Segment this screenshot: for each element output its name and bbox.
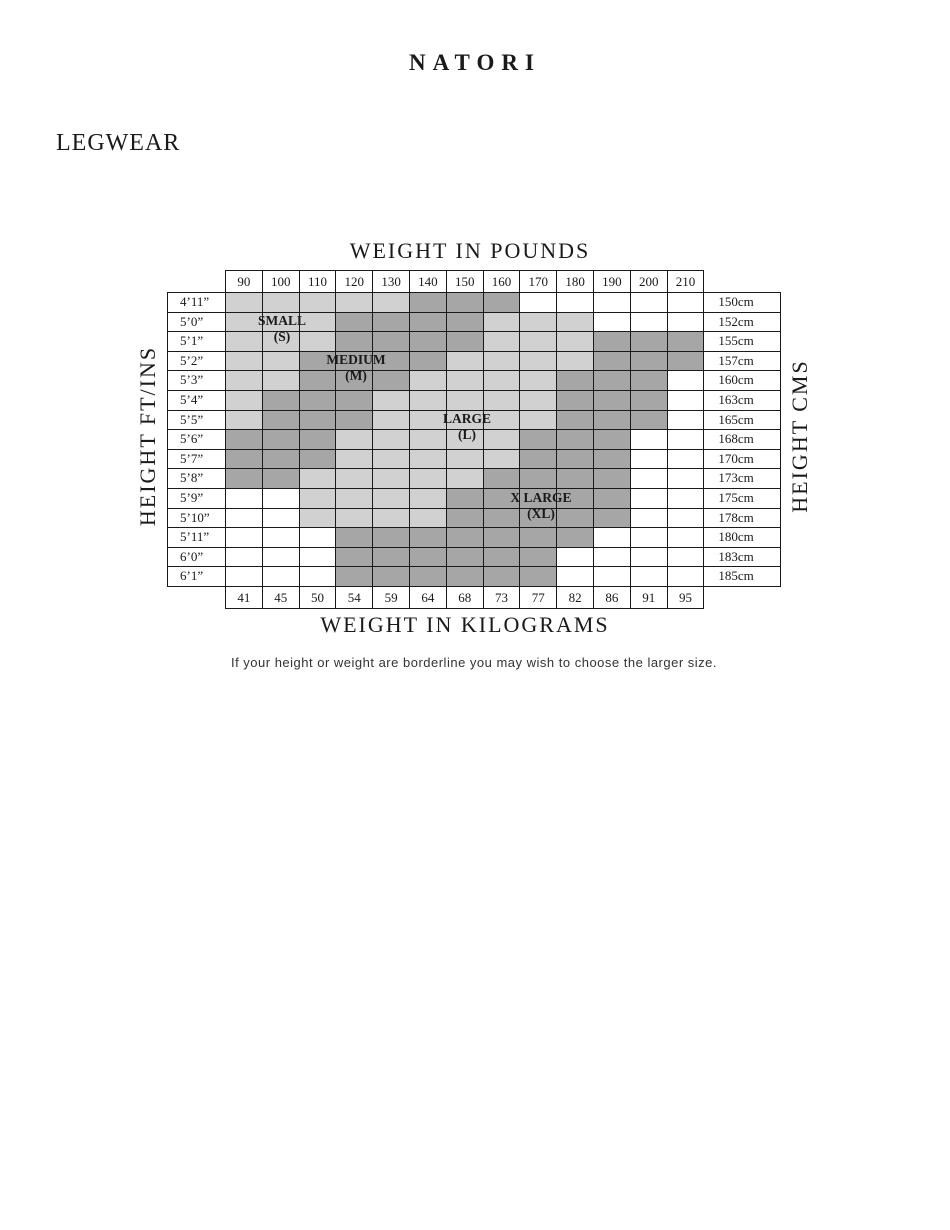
size-cell-xl [483,547,521,568]
size-cell-xl [630,410,668,431]
weight-kg-footer: 91 [630,586,668,609]
size-cell-m [446,331,484,352]
empty-cell [299,527,337,548]
size-cell-xl [335,527,373,548]
empty-cell [667,312,705,333]
size-cell-l [372,449,410,470]
size-name: X LARGE [510,490,572,505]
size-cell-xl [335,566,373,587]
empty-cell [262,488,300,509]
size-cell-m [299,429,337,450]
height-cm-label: 152cm [703,312,781,333]
size-cell-m [372,331,410,352]
size-cell-l [372,410,410,431]
size-cell-xl [593,370,631,391]
size-cell-xl [446,527,484,548]
size-abbr: (XL) [527,506,555,521]
size-cell-m [335,331,373,352]
size-cell-xl [593,508,631,529]
weight-pounds-header: 130 [372,270,410,293]
empty-cell [225,488,263,509]
size-cell-xl [483,468,521,489]
size-cell-s [299,292,337,313]
size-cell-l [335,488,373,509]
empty-cell [262,547,300,568]
size-cell-m [299,390,337,411]
size-cell-xl [335,547,373,568]
size-cell-xl [519,527,557,548]
empty-cell [630,312,668,333]
empty-cell [630,449,668,470]
size-cell-m [483,292,521,313]
size-cell-xl [519,566,557,587]
size-cell-m [335,410,373,431]
sizing-note: If your height or weight are borderline you may wish to choose the larger size. [230,655,718,670]
weight-pounds-header: 100 [262,270,300,293]
empty-cell [667,390,705,411]
size-cell-l [446,468,484,489]
empty-cell [262,566,300,587]
height-cm-label: 170cm [703,449,781,470]
size-cell-l [299,508,337,529]
size-cell-s [262,351,300,372]
empty-cell [667,449,705,470]
height-ft-label: 5’9” [167,488,226,509]
size-cell-m [299,410,337,431]
size-cell-s [225,351,263,372]
size-cell-l [446,390,484,411]
size-cell-xl [556,468,594,489]
weight-pounds-header: 190 [593,270,631,293]
empty-cell [667,468,705,489]
size-cell-m [446,292,484,313]
weight-pounds-header: 120 [335,270,373,293]
empty-cell [630,429,668,450]
weight-kg-footer: 50 [299,586,337,609]
size-cell-xl [556,410,594,431]
size-cell-xl [667,351,705,372]
size-cell-s [225,390,263,411]
size-cell-l [519,370,557,391]
empty-cell [593,292,631,313]
size-cell-xl [446,488,484,509]
size-cell-l [335,429,373,450]
size-cell-l [409,488,447,509]
height-cm-label: 175cm [703,488,781,509]
height-ft-label: 6’1” [167,566,226,587]
height-ft-label: 6’0” [167,547,226,568]
size-abbr: (L) [457,427,476,442]
size-cell-l [446,351,484,372]
size-cell-l [556,331,594,352]
height-cm-label: 180cm [703,527,781,548]
size-cell-xl [372,566,410,587]
empty-cell [556,292,594,313]
size-cell-m [225,449,263,470]
height-ft-label: 5’1” [167,331,226,352]
empty-cell [630,566,668,587]
size-cell-xl [446,547,484,568]
size-cell-s [225,292,263,313]
size-label-m [326,352,385,384]
size-cell-l [519,410,557,431]
height-cm-label: 150cm [703,292,781,313]
size-cell-m [409,331,447,352]
size-cell-xl [630,331,668,352]
size-cell-m [299,449,337,470]
size-cell-l [483,312,521,333]
size-cell-s [335,292,373,313]
empty-cell [299,547,337,568]
size-cell-l [409,429,447,450]
empty-cell [667,410,705,431]
size-cell-xl [593,488,631,509]
size-cell-l [409,390,447,411]
size-cell-xl [446,508,484,529]
size-cell-m [409,312,447,333]
size-cell-xl [409,527,447,548]
axis-title-weight-pounds: WEIGHT IN POUNDS [349,238,591,263]
size-name: LARGE [442,411,492,426]
height-cm-label: 160cm [703,370,781,391]
empty-cell [667,429,705,450]
size-cell-l [446,449,484,470]
axis-title-height-cm: HEIGHT CMS [787,359,812,513]
size-cell-m [409,292,447,313]
weight-kg-footer: 82 [556,586,594,609]
size-cell-s [372,292,410,313]
height-cm-label: 165cm [703,410,781,431]
axis-title-height-ft: HEIGHT FT/INS [135,345,160,527]
weight-kg-footer: 54 [335,586,373,609]
size-cell-m [262,468,300,489]
size-cell-xl [409,566,447,587]
size-cell-l [372,508,410,529]
size-cell-xl [593,429,631,450]
size-label-xl [510,490,571,522]
empty-cell [667,508,705,529]
weight-pounds-header: 90 [225,270,263,293]
height-ft-label: 5’0” [167,312,226,333]
size-cell-xl [483,566,521,587]
size-cell-m [262,390,300,411]
empty-cell [593,566,631,587]
size-cell-xl [556,527,594,548]
size-cell-l [299,488,337,509]
empty-cell [593,527,631,548]
size-cell-xl [667,331,705,352]
empty-cell [225,527,263,548]
weight-kg-footer: 73 [483,586,521,609]
height-cm-label: 178cm [703,508,781,529]
empty-cell [630,508,668,529]
height-ft-label: 5’2” [167,351,226,372]
size-cell-xl [483,527,521,548]
empty-cell [667,488,705,509]
weight-kg-footer: 64 [409,586,447,609]
empty-cell [667,566,705,587]
size-cell-l [483,351,521,372]
size-cell-xl [409,547,447,568]
height-ft-label: 5’3” [167,370,226,391]
empty-cell [225,508,263,529]
size-cell-l [519,390,557,411]
empty-cell [225,566,263,587]
size-label-l [443,411,491,443]
section-title: LEGWEAR [56,130,181,156]
size-cell-l [409,508,447,529]
size-cell-xl [630,390,668,411]
size-cell-xl [593,331,631,352]
size-cell-l [556,312,594,333]
weight-kg-footer: 68 [446,586,484,609]
size-cell-m [372,312,410,333]
size-cell-xl [556,449,594,470]
size-cell-l [483,390,521,411]
size-cell-m [409,351,447,372]
size-cell-xl [372,527,410,548]
size-cell-m [262,449,300,470]
height-cm-label: 163cm [703,390,781,411]
height-ft-label: 5’8” [167,468,226,489]
size-name: SMALL [257,313,307,328]
empty-cell [593,312,631,333]
empty-cell [667,370,705,391]
height-cm-label: 168cm [703,429,781,450]
size-cell-l [335,508,373,529]
size-abbr: (S) [273,329,291,344]
size-cell-l [299,468,337,489]
size-cell-m [335,312,373,333]
size-cell-m [262,410,300,431]
weight-kg-footer: 41 [225,586,263,609]
size-cell-xl [556,370,594,391]
weight-pounds-header: 170 [519,270,557,293]
size-cell-s [262,370,300,391]
size-cell-xl [593,468,631,489]
size-cell-l [372,429,410,450]
height-ft-label: 5’10” [167,508,226,529]
size-cell-xl [593,410,631,431]
weight-pounds-header: 200 [630,270,668,293]
size-cell-l [409,449,447,470]
size-cell-s [262,292,300,313]
weight-kg-footer: 86 [593,586,631,609]
size-cell-l [409,410,447,431]
empty-cell [630,468,668,489]
weight-kg-footer: 59 [372,586,410,609]
size-cell-l [483,449,521,470]
empty-cell [667,292,705,313]
size-cell-s [225,370,263,391]
empty-cell [667,527,705,548]
weight-pounds-header: 150 [446,270,484,293]
empty-cell [593,547,631,568]
height-cm-label: 183cm [703,547,781,568]
empty-cell [262,527,300,548]
empty-cell [630,292,668,313]
weight-kg-footer: 77 [519,586,557,609]
axis-title-weight-kilograms: WEIGHT IN KILOGRAMS [320,612,610,637]
weight-pounds-header: 160 [483,270,521,293]
empty-cell [630,547,668,568]
size-cell-l [372,390,410,411]
weight-pounds-header: 110 [299,270,337,293]
empty-cell [630,488,668,509]
weight-kg-footer: 95 [667,586,705,609]
empty-cell [556,566,594,587]
size-cell-l [335,468,373,489]
weight-kg-footer: 45 [262,586,300,609]
size-cell-m [225,429,263,450]
size-cell-xl [593,449,631,470]
size-label-s [258,313,306,345]
size-cell-l [519,331,557,352]
size-cell-xl [556,429,594,450]
size-cell-l [556,351,594,372]
size-abbr: (M) [345,368,367,383]
height-ft-label: 5’5” [167,410,226,431]
weight-pounds-header: 180 [556,270,594,293]
height-ft-label: 5’6” [167,429,226,450]
empty-cell [556,547,594,568]
weight-pounds-header: 140 [409,270,447,293]
size-cell-l [483,370,521,391]
size-cell-l [372,468,410,489]
size-cell-m [225,468,263,489]
size-cell-xl [556,390,594,411]
size-cell-s [225,410,263,431]
size-cell-xl [630,351,668,372]
size-cell-l [409,370,447,391]
size-cell-xl [519,449,557,470]
size-cell-l [409,468,447,489]
empty-cell [262,508,300,529]
height-cm-label: 157cm [703,351,781,372]
size-name: MEDIUM [326,352,386,367]
size-cell-l [519,312,557,333]
size-cell-xl [519,547,557,568]
height-cm-label: 173cm [703,468,781,489]
size-cell-m [335,390,373,411]
height-cm-label: 185cm [703,566,781,587]
size-cell-xl [593,390,631,411]
size-cell-xl [630,370,668,391]
size-cell-l [519,351,557,372]
size-cell-l [483,331,521,352]
height-ft-label: 5’7” [167,449,226,470]
empty-cell [225,547,263,568]
height-ft-label: 4’11” [167,292,226,313]
size-cell-xl [372,547,410,568]
weight-pounds-header: 210 [667,270,705,293]
size-cell-l [335,449,373,470]
empty-cell [299,566,337,587]
empty-cell [667,547,705,568]
height-cm-label: 155cm [703,331,781,352]
size-cell-xl [519,468,557,489]
size-cell-m [262,429,300,450]
size-cell-l [446,370,484,391]
size-cell-m [446,312,484,333]
empty-cell [630,527,668,548]
empty-cell [519,292,557,313]
height-ft-label: 5’4” [167,390,226,411]
brand-logo: NATORI [409,50,541,75]
size-cell-xl [519,429,557,450]
height-ft-label: 5’11” [167,527,226,548]
size-cell-xl [446,566,484,587]
size-cell-xl [593,351,631,372]
size-cell-l [372,488,410,509]
